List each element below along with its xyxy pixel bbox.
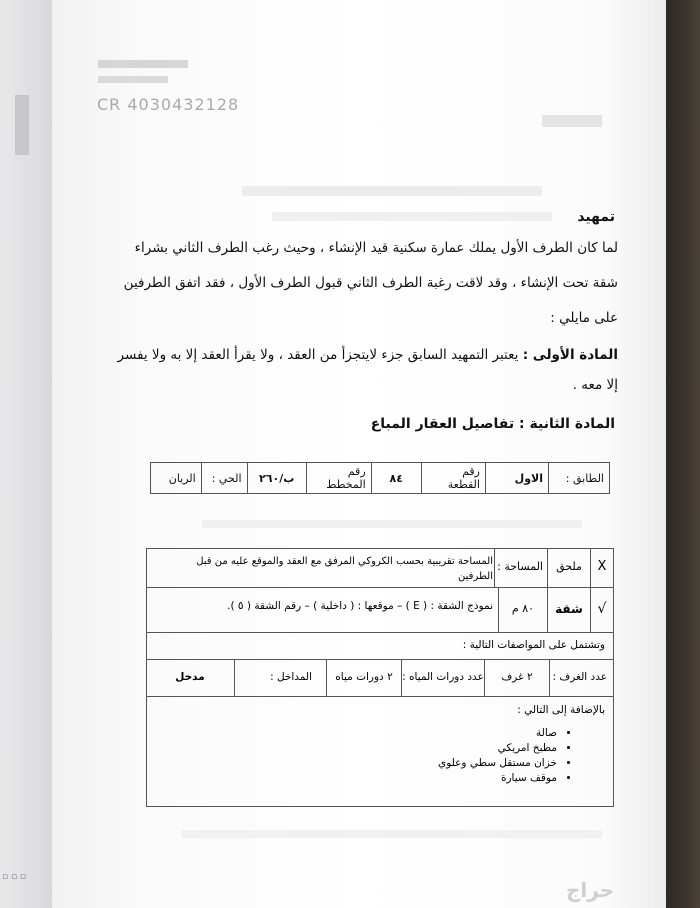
right-background [664, 0, 700, 908]
article-1-text: يعتبر التمهيد السابق جزء لايتجزأ من العقد ، ولا يقرأ العقد إلا به ولا يفسر [117, 347, 519, 363]
article-1-title: المادة الأولى : [522, 347, 618, 363]
intro-line-2: شقة تحت الإنشاء ، وقد لاقت رغبة الطرف الثاني قبول الطرف الأول ، فقد اتفق الطرفين [123, 275, 618, 291]
plot-value: ٨٤ [371, 463, 421, 494]
floor-value: الاول [485, 463, 548, 494]
feature-item: • خزان مستقل سطي وعلوي [438, 757, 557, 769]
bleed-faint-3 [272, 212, 552, 221]
plan-value: ب/٢٦٠ [247, 463, 306, 494]
intro-line-3: على مايلي : [550, 310, 618, 326]
baths-value: ٢ دورات مياه [326, 660, 401, 696]
location-row [151, 463, 610, 494]
intro-line-1: لما كان الطرف الأول يملك عمارة سكنية قيد الإنشاء ، وحيث رغب الطرف الثاني بشراء [134, 240, 618, 256]
floor-label: الطابق : [549, 463, 610, 494]
unit-row-features [147, 696, 613, 804]
background-dots: ▫ ▫ ▫ [2, 872, 27, 882]
apartment-check: √ [590, 588, 613, 632]
unit-row-apartment [147, 588, 613, 633]
baths-label: عدد دورات المياه : [401, 660, 484, 696]
unit-row-specs-intro [147, 633, 613, 659]
bleed-faint-1 [542, 115, 602, 127]
unit-row-annex [147, 549, 613, 588]
plot-label: رقم القطعة [421, 463, 485, 494]
area-label: المساحة : [494, 549, 547, 587]
district-label: الحي : [201, 463, 247, 494]
addition-intro: بالإضافة إلى التالي : [517, 704, 605, 716]
bleed-faint-5 [182, 830, 602, 838]
annex-label: ملحق [547, 549, 590, 587]
watermark-logo: حراج [566, 878, 615, 902]
specs-intro: وتشتمل على المواصفات التالية : [462, 639, 605, 651]
feature-item: • صالة [438, 727, 557, 739]
article-1-line-1 [88, 348, 618, 363]
apartment-area: ٨٠ م [498, 588, 547, 632]
article-1-line-2: إلا معه . [572, 377, 618, 393]
rooms-value: ٢ غرف [484, 660, 549, 696]
location-table [150, 462, 610, 494]
apartment-label: شقة [547, 588, 590, 632]
unit-table [146, 548, 614, 807]
cr-number: CR 4030432128 [97, 95, 240, 114]
entrances-label: المداخل : [234, 660, 326, 696]
bleed-faint-4 [202, 520, 582, 528]
feature-item: • موقف سيارة [438, 772, 557, 784]
features-list [438, 724, 573, 787]
intro-title: تمهيد [577, 209, 615, 225]
area-note: المساحة تقريبية بحسب الكروكي المرفق مع العقد والموقع عليه من قبل الطرفين [196, 556, 493, 582]
bleed-faint-2 [242, 186, 542, 196]
feature-item: • مطبخ امريكي [438, 742, 557, 754]
letterhead-faint-1 [98, 60, 188, 68]
district-value: الريان [151, 463, 202, 494]
rooms-label: عدد الغرف : [549, 660, 613, 696]
entrances-value: مدخل [175, 671, 205, 683]
letterhead-faint-2 [98, 76, 168, 83]
background-mark [15, 95, 29, 155]
plan-label: رقم المخطط [306, 463, 371, 494]
unit-row-counts [147, 659, 613, 697]
apartment-model: نموذج الشقة : ( E ) – موقعها : ( داخلية ) – رقم الشقة ( ٥ ). [227, 600, 493, 612]
article-2-title: المادة الثانية : تفاصيل العقار المباع [370, 416, 615, 432]
annex-mark: X [590, 549, 613, 587]
